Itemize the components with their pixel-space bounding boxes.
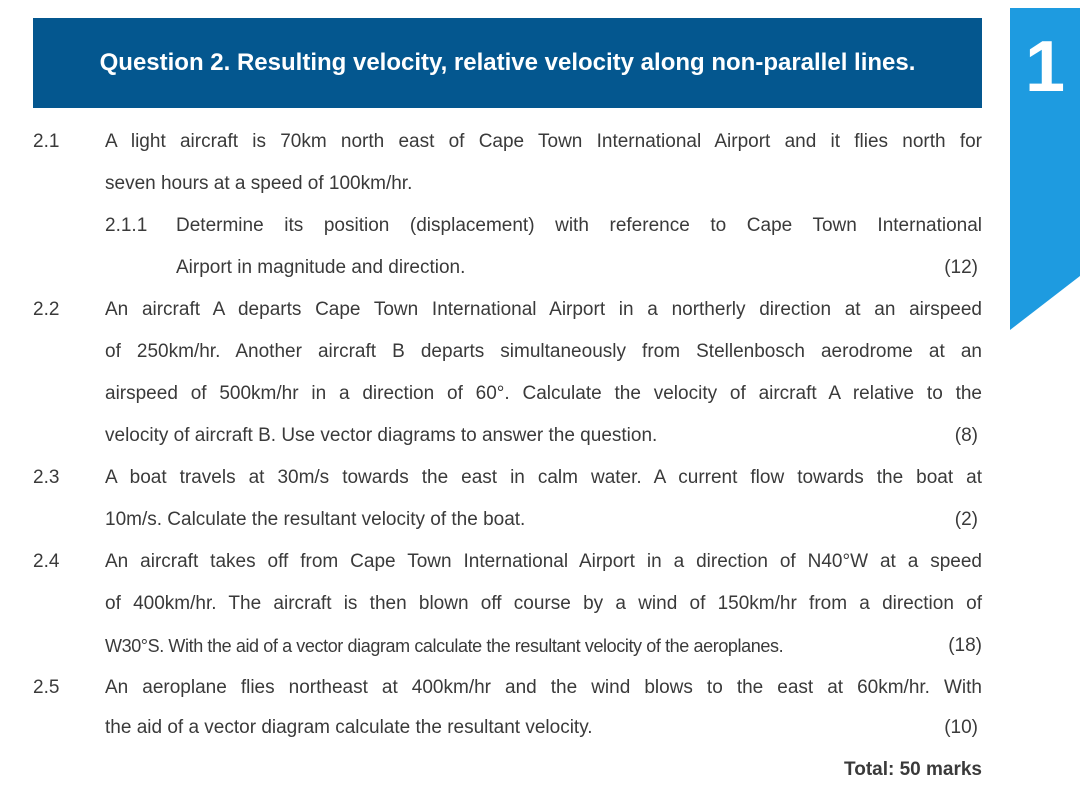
question-text-line: Airport in magnitude and direction.	[176, 257, 466, 278]
question-text-line: An aircraft A departs Cape Town International Airport in a northerly direction at an airspeed	[105, 299, 982, 320]
question-text-line: A light aircraft is 70km north east of Cape Town International Airport and it flies north for	[105, 131, 982, 152]
total-marks: Total: 50 marks	[844, 759, 982, 780]
question-text-line: the aid of a vector diagram calculate the resultant velocity.	[105, 717, 593, 738]
marks-label: (18)	[948, 635, 982, 656]
marks-label: (2)	[954, 509, 978, 530]
question-number: 2.3	[33, 467, 60, 488]
chapter-number: 1	[1024, 27, 1066, 107]
question-text-line: An aeroplane flies northeast at 400km/hr and the wind blows to the east at 60km/hr. With	[105, 677, 982, 698]
question-number: 2.2	[33, 299, 60, 320]
question-text-line: of 400km/hr. The aircraft is then blown off course by a wind of 150km/hr from a direction of	[105, 593, 982, 614]
question-number: 2.1	[33, 131, 60, 152]
question-text-line: of 250km/hr. Another aircraft B departs simultaneously from Stellenbosch aerodrome at an	[105, 341, 982, 362]
question-text-line: Determine its position (displacement) with reference to Cape Town International	[176, 215, 982, 236]
question-text-line: An aircraft takes off from Cape Town International Airport in a direction of N40°W at a speed	[105, 551, 982, 572]
question-text-line: W30°S. With the aid of a vector diagram calculate the resultant velocity of the aeroplanes.	[105, 636, 784, 656]
marks-label: (8)	[954, 425, 978, 446]
question-number: 2.4	[33, 551, 60, 572]
question-text-line: velocity of aircraft B. Use vector diagrams to answer the question.	[105, 425, 658, 446]
subquestion-number: 2.1.1	[105, 215, 148, 236]
marks-label: (12)	[944, 257, 978, 278]
question-number: 2.5	[33, 677, 60, 698]
question-text-line: airspeed of 500km/hr in a direction of 60°. Calculate the velocity of aircraft A relative to the	[105, 383, 982, 404]
question-text-line: seven hours at a speed of 100km/hr.	[105, 173, 413, 194]
question-text-line: A boat travels at 30m/s towards the east in calm water. A current flow towards the boat at	[105, 467, 982, 488]
marks-label: (10)	[944, 717, 978, 738]
question-text-line: 10m/s. Calculate the resultant velocity of the boat.	[105, 509, 526, 530]
question-title: Question 2. Resulting velocity, relative velocity along non-parallel lines.	[99, 49, 916, 76]
